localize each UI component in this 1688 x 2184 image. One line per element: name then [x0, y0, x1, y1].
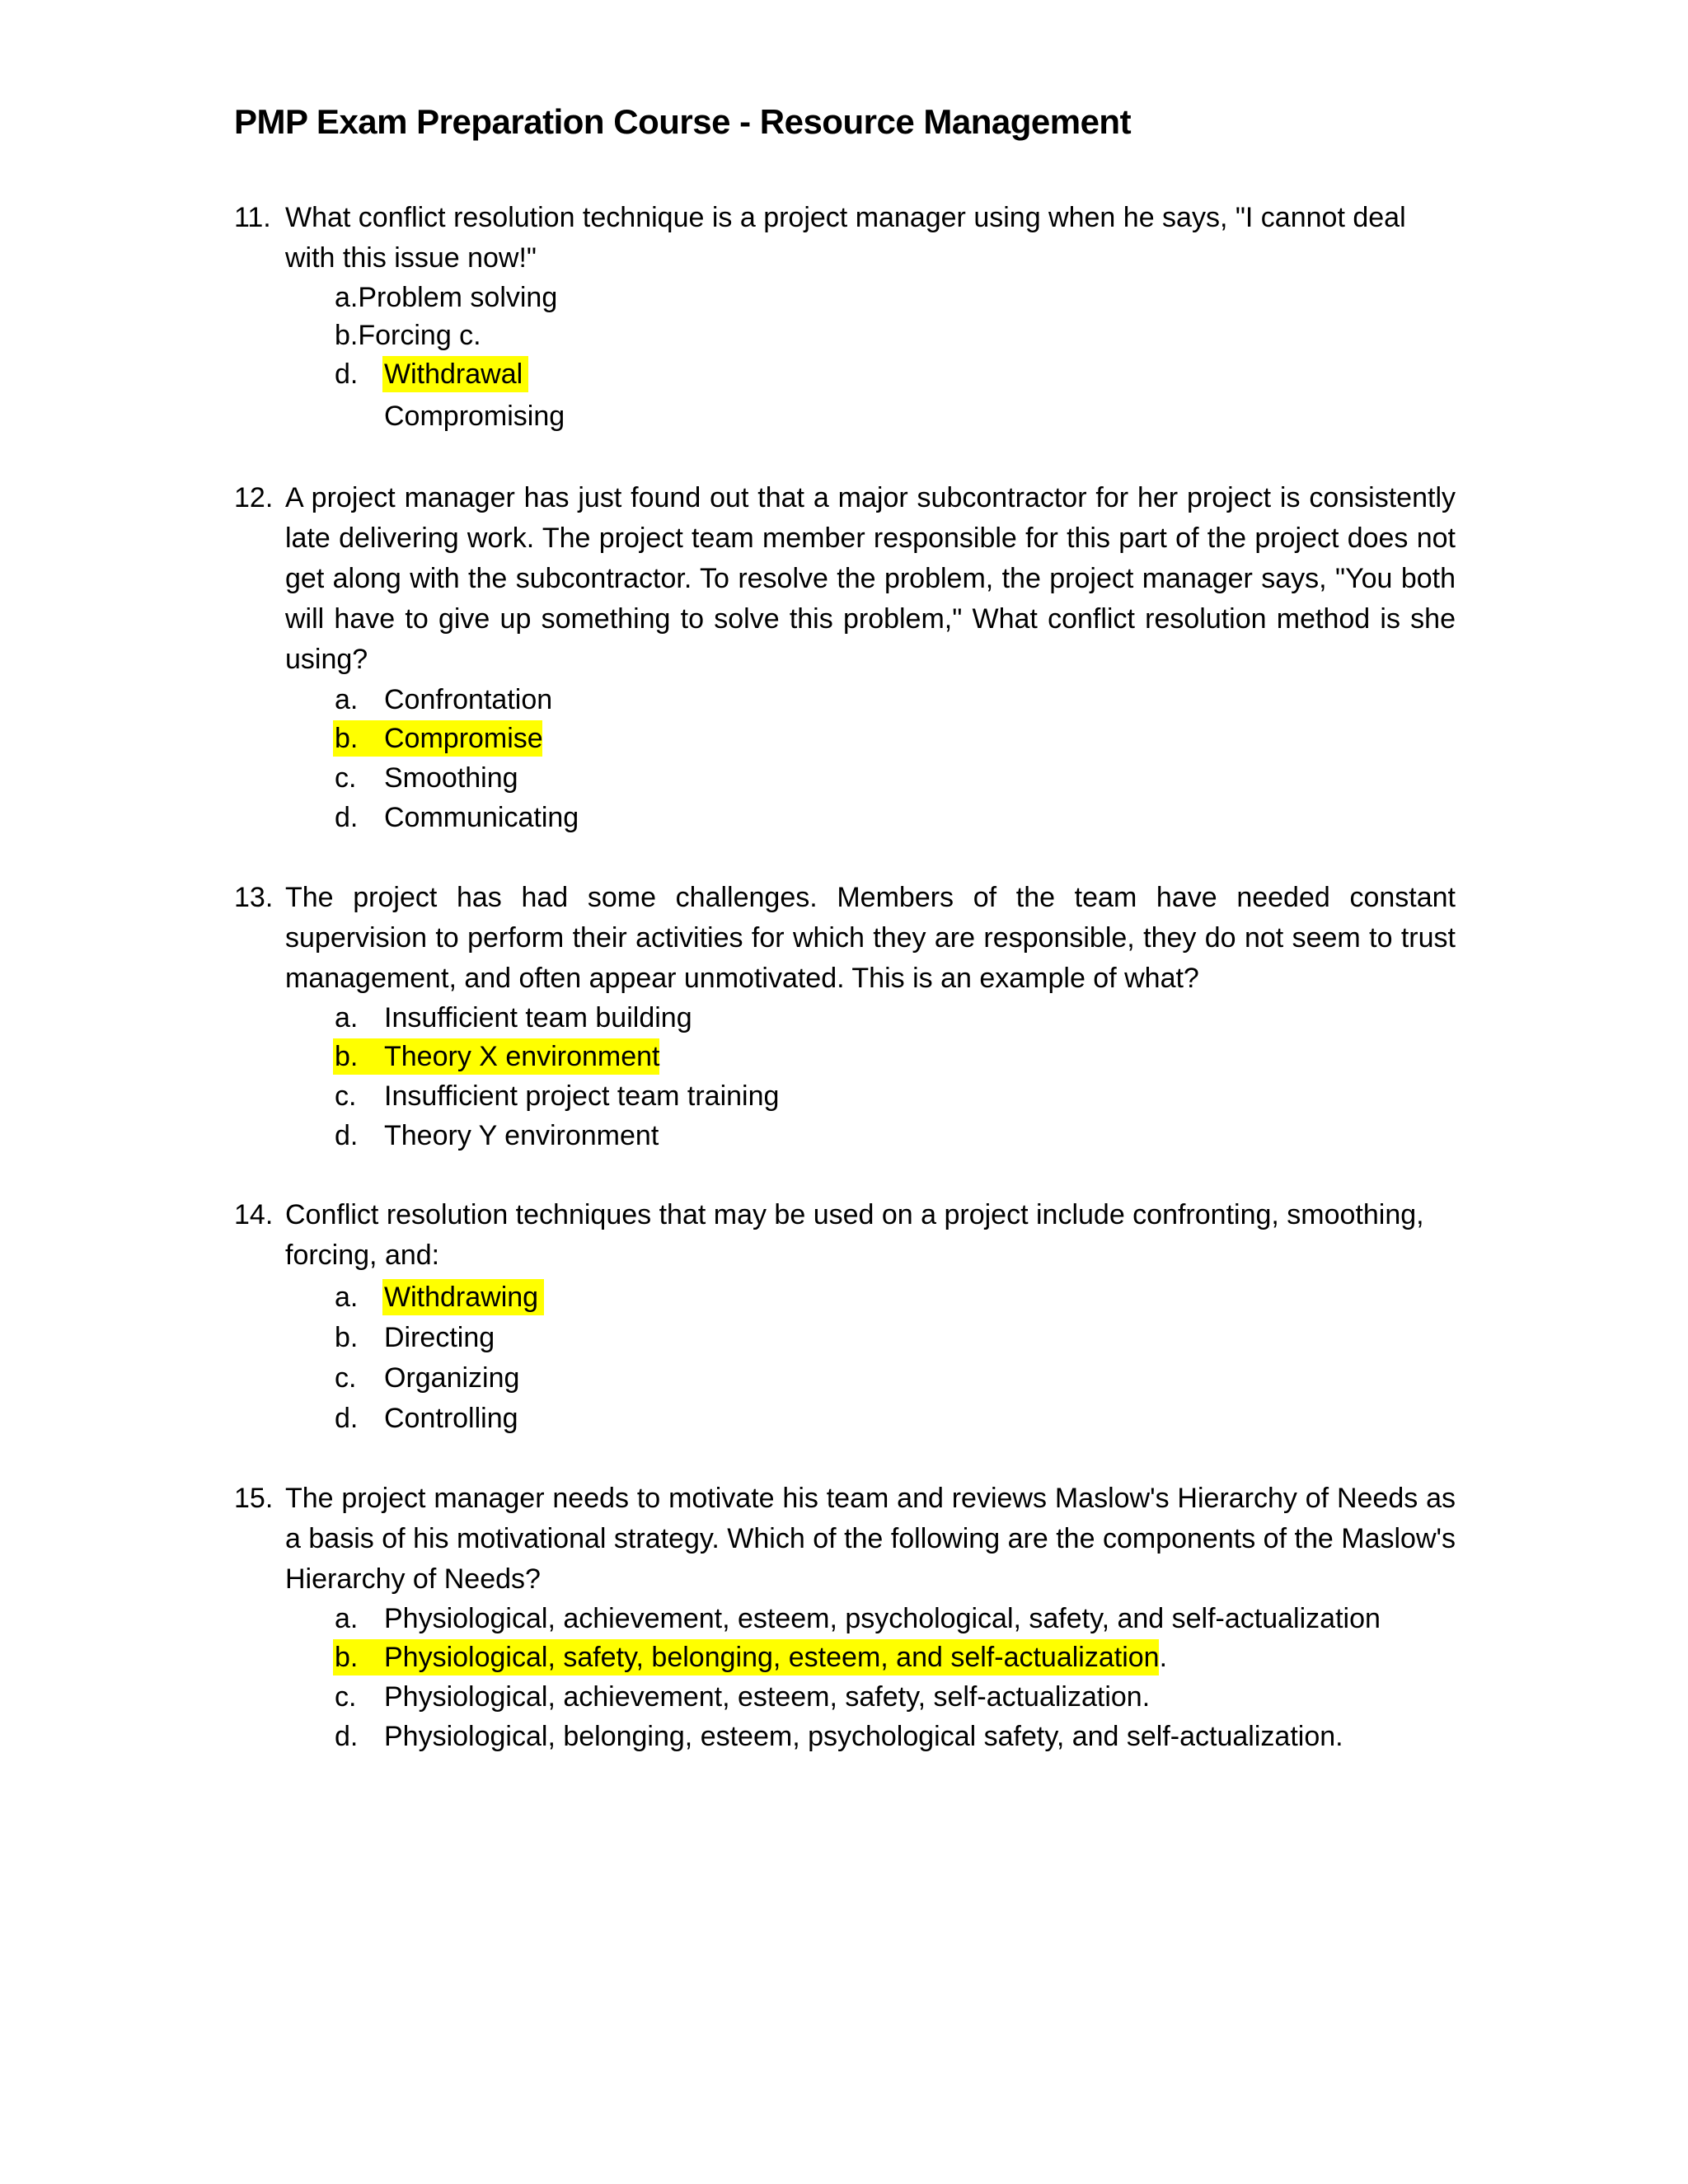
answer-option-text-correct: Compromise	[384, 723, 543, 754]
answer-option-letter: a.	[335, 1603, 359, 1634]
answer-option: b.Forcing c.	[335, 320, 481, 351]
answer-option-text: Physiological, achievement, esteem, psychological, safety, and self-actualization	[384, 1603, 1381, 1634]
answer-option-text: Communicating	[384, 802, 579, 833]
answer-option-text-correct: Theory X environment	[384, 1041, 660, 1072]
question-text: The project manager needs to motivate his team and reviews Maslow's Hierarchy of Needs as a basis of his motivational strategy. Which of the following are the components of the Maslow's Hierarchy of Needs?	[285, 1483, 1456, 1595]
answer-option-text-correct: Physiological, safety, belonging, esteem, and self-actualization.	[384, 1642, 1168, 1673]
answer-option-letter: d.	[335, 1403, 359, 1434]
answer-option-text: Insufficient team building	[384, 1002, 692, 1033]
answer-option-text: Theory Y environment	[384, 1120, 659, 1151]
answer-option-text: Physiological, belonging, esteem, psychological safety, and self-actualization.	[384, 1721, 1343, 1752]
answer-option-text-correct: Withdrawing	[384, 1282, 539, 1313]
answer-option-letter: c.	[335, 1681, 357, 1713]
answer-option-text: Directing	[384, 1322, 495, 1353]
answer-option-letter: b.	[335, 1642, 359, 1673]
question-number: 15.	[234, 1483, 274, 1514]
answer-option-letter: b.	[335, 1041, 359, 1072]
question-text-line: forcing, and:	[285, 1240, 440, 1271]
question-text-line: What conflict resolution technique is a project manager using when he says, "I cannot deal	[285, 202, 1406, 233]
answer-option-letter: b.	[335, 723, 359, 754]
question-text-line: Conflict resolution techniques that may be used on a project include confronting, smoothing,	[285, 1199, 1424, 1230]
question-text: A project manager has just found out that a major subcontractor for her project is consistently late delivering work. The project team member responsible for this part of the project does not get along with the subcontractor. To resolve the problem, the project manager says, "You both will have to give up something to solve this problem," What conflict resolution method is she using?	[285, 482, 1456, 675]
answer-option-letter: d.	[335, 1721, 359, 1752]
question-number: 13.	[234, 882, 274, 913]
answer-option-text: Physiological, achievement, esteem, safety, self-actualization.	[384, 1681, 1151, 1713]
answer-option: a.Problem solving	[335, 282, 558, 313]
answer-option-text: Organizing	[384, 1362, 520, 1394]
answer-option-text-correct: Withdrawal	[384, 359, 523, 390]
answer-option-letter: c.	[335, 762, 357, 794]
answer-option-text: Controlling	[384, 1403, 518, 1434]
question-number: 12.	[234, 482, 274, 513]
question-number: 11.	[234, 202, 271, 233]
answer-option-text: Insufficient project team training	[384, 1080, 780, 1112]
answer-option-letter: b.	[335, 1322, 359, 1353]
page-title: PMP Exam Preparation Course - Resource Management	[234, 102, 1132, 141]
answer-option-text: Confrontation	[384, 684, 553, 715]
answer-option-letter: c.	[335, 1080, 357, 1112]
answer-option-letter: d.	[335, 359, 359, 390]
question-text-line: with this issue now!"	[285, 242, 537, 274]
answer-option-text: Smoothing	[384, 762, 518, 794]
answer-option-letter: a.	[335, 1282, 359, 1313]
question-text: The project has had some challenges. Members of the team have needed constant supervision to perform their activities for which they are responsible, they do not seem to trust management, and often appear unmotivated. This is an example of what?	[285, 882, 1456, 994]
answer-option-letter: c.	[335, 1362, 357, 1394]
answer-option-text: Compromising	[384, 401, 565, 432]
answer-option-letter: d.	[335, 1120, 359, 1151]
question-number: 14.	[234, 1199, 274, 1230]
answer-option-letter: a.	[335, 684, 359, 715]
answer-option-letter: d.	[335, 802, 359, 833]
answer-option-letter: a.	[335, 1002, 359, 1033]
